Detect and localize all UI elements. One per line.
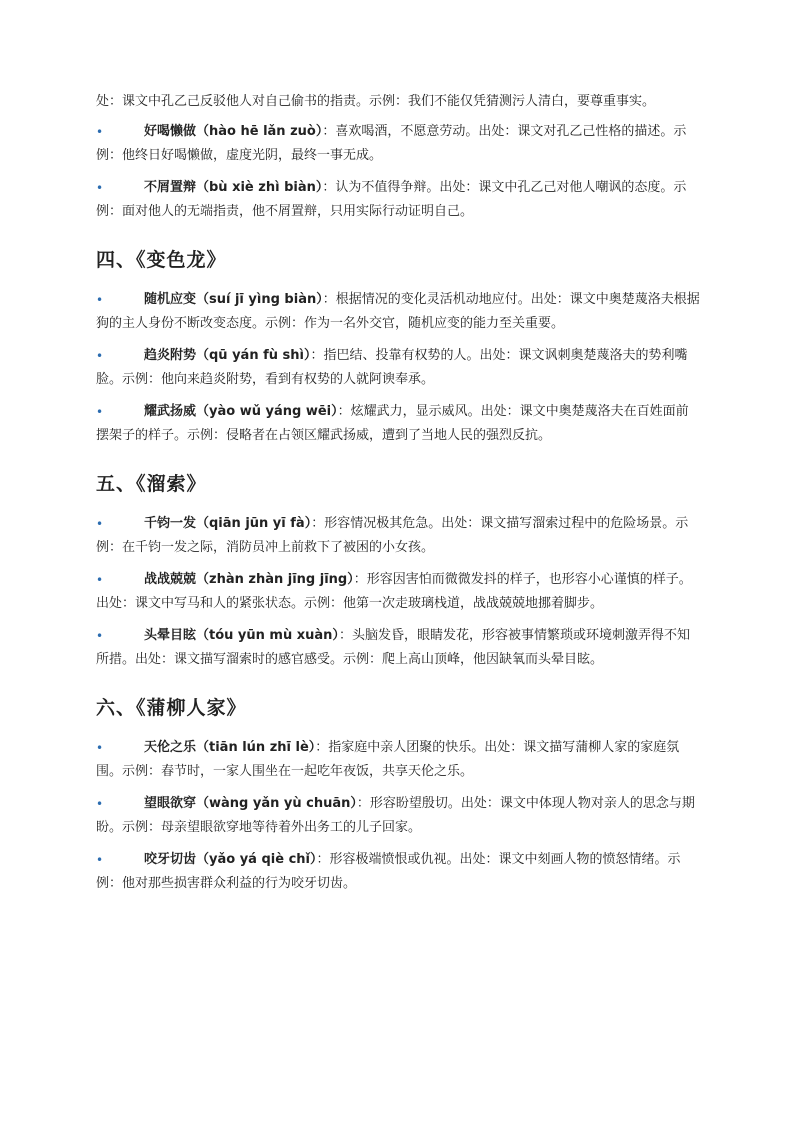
bullet-icon: • bbox=[96, 181, 104, 195]
idiom-term: 好喝懒做（hào hē lǎn zuò） bbox=[144, 124, 323, 139]
document-page bbox=[96, 90, 700, 904]
section-heading: 四、《变色龙》 bbox=[96, 249, 227, 271]
idiom-description: ：指巴结、投靠有权势的人。出处：课文讽刺奥楚蔑洛夫的势利嘴脸。示例：他向来趋炎附势，看到有权势的人就阿谀奉承。 bbox=[96, 348, 688, 387]
list-item bbox=[96, 792, 700, 840]
idiom-description: ：炫耀武力，显示威风。出处：课文中奥楚蔑洛夫在百姓面前摆架子的样子。示例：侵略者在占领区耀武扬威，遭到了当地人民的强烈反抗。 bbox=[96, 404, 689, 443]
idiom-description: ：喜欢喝酒，不愿意劳动。出处：课文对孔乙己性格的描述。示例：他终日好喝懒做，虚度光阴，最终一事无成。 bbox=[96, 124, 687, 163]
idiom-description: ：形容极端愤恨或仇视。出处：课文中刻画人物的愤怒情绪。示例：他对那些损害群众利益的行为咬牙切齿。 bbox=[96, 852, 681, 891]
intro-paragraph: 处：课文中孔乙己反驳他人对自己偷书的指责。示例：我们不能仅凭猜测污人清白，要尊重事实。 bbox=[96, 94, 656, 109]
section-heading: 五、《溜索》 bbox=[96, 473, 207, 495]
bullet-icon: • bbox=[96, 797, 104, 811]
bullet-icon: • bbox=[96, 293, 104, 307]
idiom-description: ：形容情况极其危急。出处：课文描写溜索过程中的危险场景。示例：在千钧一发之际，消防员冲上前救下了被困的小女孩。 bbox=[96, 516, 689, 555]
section-heading: 六、《蒲柳人家》 bbox=[96, 697, 247, 719]
bullet-icon: • bbox=[96, 741, 104, 755]
list-item bbox=[96, 512, 700, 560]
bullet-icon: • bbox=[96, 349, 104, 363]
idiom-term: 战战兢兢（zhàn zhàn jīng jīng） bbox=[144, 572, 354, 587]
bullet-icon: • bbox=[96, 405, 104, 419]
idiom-term: 天伦之乐（tiān lún zhī lè） bbox=[144, 740, 316, 755]
bullet-icon: • bbox=[96, 517, 104, 531]
list-item bbox=[96, 736, 700, 784]
idiom-term: 咬牙切齿（yǎo yá qiè chǐ） bbox=[144, 852, 317, 867]
idiom-description: ：根据情况的变化灵活机动地应付。出处：课文中奥楚蔑洛夫根据狗的主人身份不断改变态度。示例：作为一名外交官，随机应变的能力至关重要。 bbox=[96, 292, 700, 331]
bullet-icon: • bbox=[96, 125, 104, 139]
bullet-icon: • bbox=[96, 853, 104, 867]
idiom-term: 不屑置辩（bù xiè zhì biàn） bbox=[144, 180, 323, 195]
idiom-term: 随机应变（suí jī yìng biàn） bbox=[144, 292, 323, 307]
idiom-description: ：形容盼望殷切。出处：课文中体现人物对亲人的思念与期盼。示例：母亲望眼欲穿地等待着外出务工的儿子回家。 bbox=[96, 796, 695, 835]
list-item bbox=[96, 176, 700, 224]
bullet-icon: • bbox=[96, 629, 104, 643]
idiom-term: 趋炎附势（qū yán fù shì） bbox=[144, 348, 311, 363]
idiom-description: ：头脑发昏，眼睛发花，形容被事情繁琐或环境刺激弄得不知所措。出处：课文描写溜索时的感官感受。示例：爬上高山顶峰，他因缺氧而头晕目眩。 bbox=[96, 628, 690, 667]
list-item bbox=[96, 288, 700, 336]
idiom-description: ：指家庭中亲人团聚的快乐。出处：课文描写蒲柳人家的家庭氛围。示例：春节时，一家人围坐在一起吃年夜饭，共享天伦之乐。 bbox=[96, 740, 680, 779]
idiom-description: ：形容因害怕而微微发抖的样子，也形容小心谨慎的样子。出处：课文中写马和人的紧张状态。示例：他第一次走玻璃栈道，战战兢兢地挪着脚步。 bbox=[96, 572, 692, 611]
list-item bbox=[96, 344, 700, 392]
idiom-term: 头晕目眩（tóu yūn mù xuàn） bbox=[144, 628, 339, 643]
idiom-term: 千钧一发（qiān jūn yī fà） bbox=[144, 516, 312, 531]
idiom-description: ：认为不值得争辩。出处：课文中孔乙己对他人嘲讽的态度。示例：面对他人的无端指责，他不屑置辩，只用实际行动证明自己。 bbox=[96, 180, 687, 219]
idiom-term: 耀武扬威（yào wǔ yáng wēi） bbox=[144, 404, 338, 419]
list-item bbox=[96, 568, 700, 616]
idiom-term: 望眼欲穿（wàng yǎn yù chuān） bbox=[144, 796, 357, 811]
list-item bbox=[96, 848, 700, 896]
list-item bbox=[96, 400, 700, 448]
list-item bbox=[96, 120, 700, 168]
bullet-icon: • bbox=[96, 573, 104, 587]
list-item bbox=[96, 624, 700, 672]
